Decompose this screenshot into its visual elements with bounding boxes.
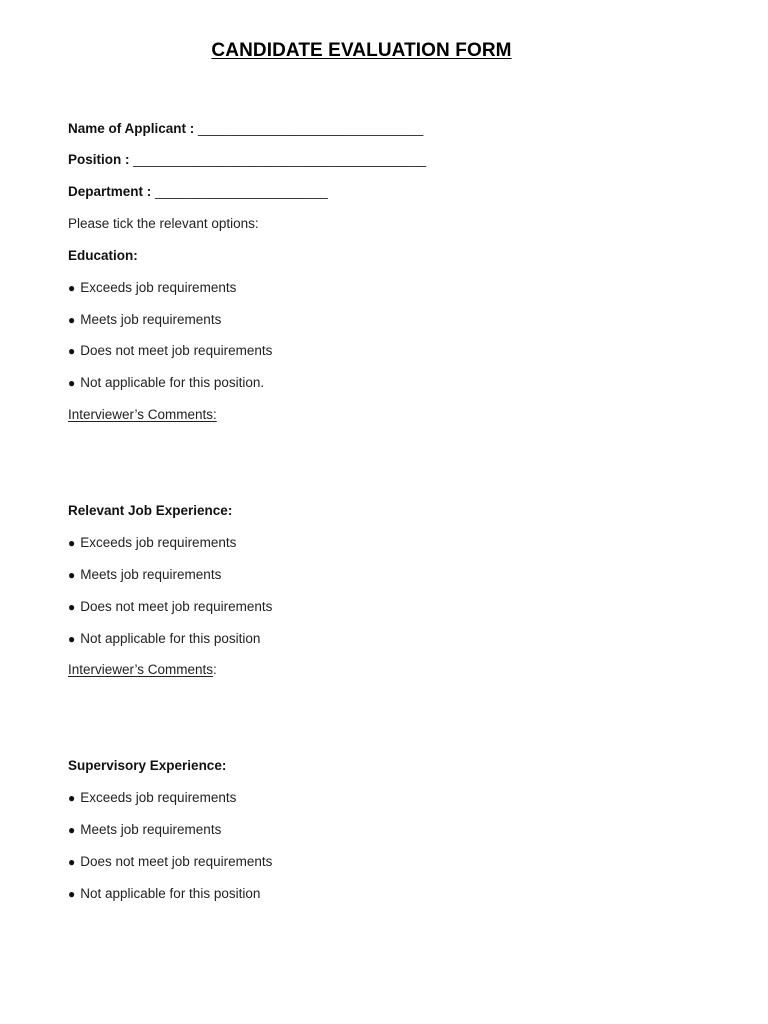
bullet-icon: ●: [68, 568, 76, 582]
bullet-icon: ●: [68, 600, 76, 614]
option-label: Meets job requirements: [80, 312, 222, 327]
name-label: Name of Applicant :: [68, 121, 195, 136]
job-experience-option[interactable]: [68, 534, 236, 552]
bullet-icon: ●: [68, 791, 76, 805]
job-experience-option[interactable]: [68, 630, 260, 648]
bullet-icon: ●: [68, 376, 76, 390]
job-experience-option[interactable]: [68, 598, 272, 616]
position-blank[interactable]: _______________________________________: [133, 152, 427, 167]
comments-label-suffix: :: [213, 662, 217, 677]
instruction-text: Please tick the relevant options:: [68, 216, 259, 231]
supervisory-option[interactable]: [68, 821, 221, 839]
option-label: Exceeds job requirements: [80, 790, 237, 805]
bullet-icon: ●: [68, 344, 76, 358]
form-title: CANDIDATE EVALUATION FORM: [211, 40, 512, 61]
bullet-icon: ●: [68, 823, 76, 837]
option-label: Meets job requirements: [80, 822, 222, 837]
education-option[interactable]: [68, 311, 221, 329]
bullet-icon: ●: [68, 632, 76, 646]
comments-label-text: Interviewer’s Comments: [68, 662, 214, 677]
bullet-icon: ●: [68, 281, 76, 295]
bullet-icon: ●: [68, 855, 76, 869]
supervisory-option[interactable]: [68, 853, 272, 871]
department-label: Department :: [68, 184, 152, 199]
comments-label-text: Interviewer’s Comments:: [68, 407, 217, 422]
option-label: Does not meet job requirements: [80, 599, 273, 614]
education-comments-label: [68, 406, 217, 424]
option-label: Does not meet job requirements: [80, 343, 273, 358]
job-experience-option[interactable]: [68, 566, 221, 584]
department-field: [68, 183, 328, 201]
option-label: Meets job requirements: [80, 567, 222, 582]
department-blank[interactable]: _______________________: [155, 184, 328, 199]
education-option[interactable]: [68, 342, 272, 360]
option-label: Does not meet job requirements: [80, 854, 273, 869]
supervisory-option[interactable]: [68, 885, 260, 903]
education-heading: Education:: [68, 248, 138, 263]
education-option[interactable]: [68, 374, 264, 392]
name-blank[interactable]: ______________________________: [198, 121, 424, 136]
job-experience-heading: Relevant Job Experience:: [68, 503, 233, 518]
bullet-icon: ●: [68, 536, 76, 550]
job-experience-comments-label: [68, 661, 217, 679]
position-field: [68, 151, 426, 169]
option-label: Exceeds job requirements: [80, 535, 237, 550]
bullet-icon: ●: [68, 313, 76, 327]
option-label: Not applicable for this position: [80, 631, 261, 646]
position-label: Position :: [68, 152, 130, 167]
bullet-icon: ●: [68, 887, 76, 901]
name-of-applicant-field: [68, 120, 423, 138]
supervisory-experience-heading: Supervisory Experience:: [68, 758, 227, 773]
option-label: Not applicable for this position.: [80, 375, 265, 390]
supervisory-option[interactable]: [68, 789, 236, 807]
education-option[interactable]: [68, 279, 236, 297]
option-label: Exceeds job requirements: [80, 280, 237, 295]
option-label: Not applicable for this position: [80, 886, 261, 901]
